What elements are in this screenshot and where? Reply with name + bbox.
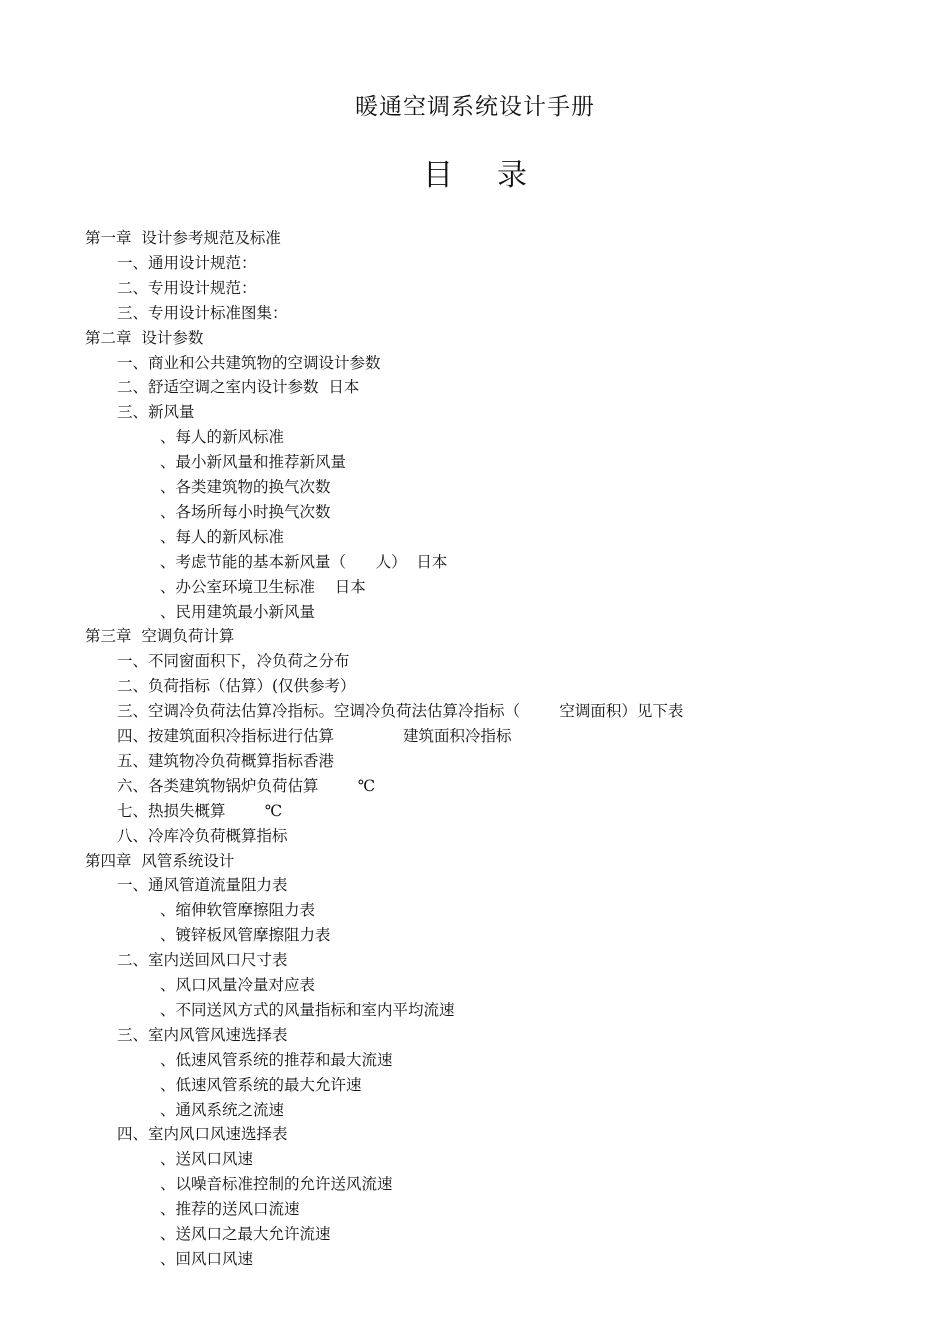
toc-section: 三、室内风管风速选择表 [117,1025,288,1044]
toc-chapter: 第三章 空调负荷计算 [85,627,235,646]
toc-section: 三、新风量 [117,403,195,422]
toc-section: 八、冷库冷负荷概算指标 [117,826,288,845]
toc-heading-left: 目 [423,158,453,193]
toc-section: 二、专用设计规范： [117,278,257,297]
toc-section: 二、舒适空调之室内设计参数 日本 [117,378,360,397]
toc-subsection: 、推荐的送风口流速 [160,1200,300,1219]
toc-heading [0,150,950,194]
toc-subsection: 、通风系统之流速 [160,1100,285,1119]
toc-subsection: 、低速风管系统的最大允许速 [160,1075,362,1094]
toc-heading-right: 录 [497,158,527,193]
toc-subsection: 、每人的新风标准 [160,428,285,447]
toc-subsection: 、低速风管系统的推荐和最大流速 [160,1050,393,1069]
toc-subsection: 、每人的新风标准 [160,527,285,546]
toc-subsection: 、缩伸软管摩擦阻力表 [160,901,316,920]
toc-section: 一、通用设计规范： [117,253,257,272]
toc-section: 四、按建筑面积冷指标进行估算 建筑面积冷指标 [117,727,512,745]
document-title: 暖通空调系统设计手册 [355,94,595,120]
toc-section: 三、空调冷负荷法估算冷指标。空调冷负荷法估算冷指标（ 空调面积）见下表 [117,702,684,721]
toc-chapter: 第一章 设计参考规范及标准 [85,229,281,247]
toc-section: 三、专用设计标准图集： [117,303,288,322]
toc-chapter: 第二章 设计参数 [85,328,204,347]
toc-section: 一、不同窗面积下，冷负荷之分布 [117,652,350,671]
toc-subsection: 、镀锌板风管摩擦阻力表 [160,926,331,945]
toc-subsection: 、以噪音标准控制的允许送风流速 [160,1175,393,1194]
toc-chapter: 第四章 风管系统设计 [85,851,235,870]
toc-subsection: 、各类建筑物的换气次数 [160,478,331,496]
toc-subsection: 、送风口之最大允许流速 [160,1225,331,1243]
toc-subsection: 、各场所每小时换气次数 [160,502,331,521]
toc-section: 一、商业和公共建筑物的空调设计参数 [117,353,381,372]
toc-subsection: 、最小新风量和推荐新风量 [160,453,347,472]
toc-section: 四、室内风口风速选择表 [117,1125,288,1144]
toc-section: 六、各类建筑物锅炉负荷估算 ℃ [117,776,376,795]
toc-section: 五、建筑物冷负荷概算指标香港 [117,751,335,770]
toc-subsection: 、回风口风速 [160,1249,254,1268]
toc-subsection: 、民用建筑最小新风量 [160,602,316,621]
toc-section: 二、室内送回风口尺寸表 [117,951,288,970]
toc-subsection: 、不同送风方式的风量指标和室内平均流速 [160,1000,455,1019]
toc-subsection: 、风口风量冷量对应表 [160,976,316,994]
toc-subsection: 、办公室环境卫生标准 日本 [160,577,366,596]
toc-section: 七、热损失概算 ℃ [117,801,283,820]
toc-section: 二、负荷指标（估算）(仅供参考） [117,677,356,696]
toc-subsection: 、送风口风速 [160,1150,254,1169]
toc-section: 一、通风管道流量阻力表 [117,876,288,895]
toc-subsection: 、考虑节能的基本新风量（ 人） 日本 [160,552,448,571]
